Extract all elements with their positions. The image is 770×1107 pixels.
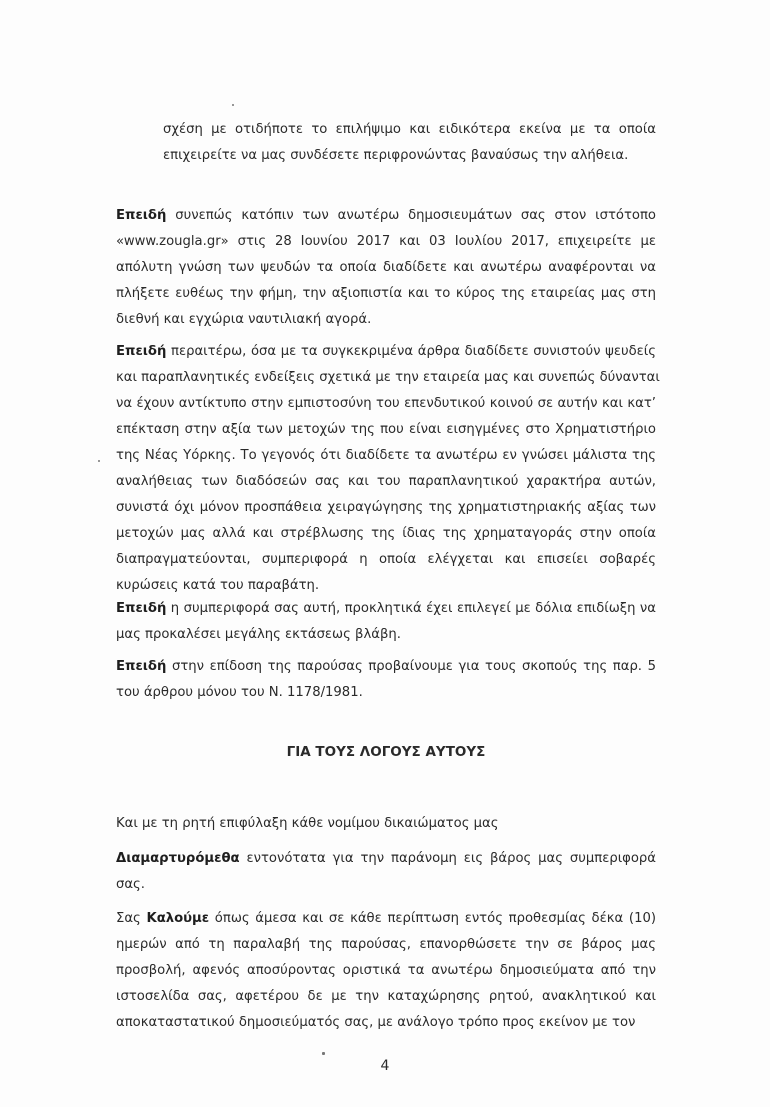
line-text: στην επίδοση της παρούσας προβαίνουμε για τους σκοπούς της παρ. 5 [166, 659, 656, 674]
line-text: αναλήθειας των διαδόσεών σας και του παραπλανητικού χαρακτήρα αυτών, [116, 474, 656, 489]
text-line [116, 872, 656, 898]
text-line [116, 846, 656, 872]
line-text: «www.zougla.gr» στις 28 Ιουνίου 2017 και 03 Ιουλίου 2017, επιχειρείτε με [116, 234, 656, 249]
line-text: πλήξετε ευθέως την φήμη, την αξιοπιστία και το κύρος της εταιρείας μας στη [116, 286, 656, 301]
scan-speck [98, 460, 100, 462]
text-line [116, 547, 656, 573]
scan-speck [232, 104, 234, 106]
lead-word: Επειδή [116, 344, 167, 359]
text-line [116, 680, 656, 706]
text-line [116, 1010, 656, 1036]
line-text: ιστοσελίδα σας, αφετέρου δε με την καταχώρησης ρητού, ανακλητικού και [116, 989, 656, 1004]
intro-paragraph [163, 117, 656, 169]
whereas-paragraph-3 [116, 596, 656, 648]
text-line [116, 417, 656, 443]
scan-speck [322, 1052, 325, 1055]
page-number: 4 [380, 1058, 390, 1074]
section-heading: ΓΙΑ ΤΟΥΣ ΛΟΓΟΥΣ ΑΥΤΟΥΣ [286, 744, 486, 760]
text-line [116, 391, 656, 417]
line-text: της Νέας Υόρκης. Το γεγονός ότι διαδίδετε τα ανωτέρω εν γνώσει μάλιστα της [116, 448, 656, 463]
line-text: ημερών από τη παραλαβή της παρούσας, επανορθώσετε την σε βάρος μας [116, 937, 656, 952]
text-line [116, 229, 656, 255]
whereas-paragraph-2 [116, 339, 660, 599]
line-text: Και με τη ρητή επιφύλαξη κάθε νομίμου δικαιώματος μας [116, 816, 499, 831]
text-line [116, 811, 656, 837]
line-text: να έχουν αντίκτυπο στην εμπιστοσύνη του επενδυτικού κοινού σε αυτήν και κατ’ [116, 396, 656, 411]
lead-word: Καλούμε [146, 911, 210, 926]
whereas-paragraph-4 [116, 654, 656, 706]
line-text: κυρώσεις κατά του παραβάτη. [116, 578, 320, 593]
line-text: εντονότατα για την παράνομη εις βάρος μας συμπεριφορά [239, 851, 656, 866]
line-text: συνεπώς κατόπιν των ανωτέρω δημοσιευμάτων σας στον ιστότοπο [166, 208, 656, 223]
text-line [116, 596, 656, 622]
lead-word: Επειδή [116, 659, 167, 674]
line-text: επέκταση στην αξία των μετοχών της που είναι εισηγμένες στο Χρηματιστήριο [116, 422, 656, 437]
text-line [163, 117, 656, 143]
line-text: και παραπλανητικές ενδείξεις σχετικά με την εταιρεία μας και συνεπώς δύνανται [116, 370, 660, 385]
whereas-paragraph-1 [116, 203, 656, 333]
line-text: προσβολή, αφενός αποσύροντας οριστικά τα ανωτέρω δημοσιεύματα από την [116, 963, 656, 978]
line-text: συνιστά όχι μόνον προσπάθεια χειραγώγησης της χρηματιστηριακής αξίας των [116, 500, 656, 515]
line-text: η συμπεριφορά σας αυτή, προκλητικά έχει επιλεγεί με δόλια επιδίωξη να [166, 601, 656, 616]
text-line [116, 654, 656, 680]
text-line [116, 443, 656, 469]
line-text: μετοχών μας αλλά και στρέβλωσης της ίδιας της χρηματαγοράς στην οποία [116, 526, 656, 541]
text-line [116, 521, 656, 547]
text-line [116, 469, 656, 495]
text-line [116, 906, 656, 932]
text-line [116, 339, 656, 365]
line-text: διαπραγματεύονται, συμπεριφορά η οποία ελέγχεται και επισείει σοβαρές [116, 552, 656, 567]
demand-paragraph [116, 906, 656, 1036]
line-text: του άρθρου μόνου του Ν. 1178/1981. [116, 685, 363, 700]
line-text: διεθνή και εγχώρια ναυτιλιακή αγορά. [116, 312, 372, 327]
line-text: μας προκαλέσει μεγάλης εκτάσεως βλάβη. [116, 627, 401, 642]
text-line [116, 365, 660, 391]
text-line [116, 984, 656, 1010]
text-line [116, 203, 656, 229]
line-text: σχέση με οτιδήποτε το επιλήψιμο και ειδικότερα εκείνα με τα οποία [163, 122, 656, 137]
text-line [116, 307, 656, 333]
text-line [116, 495, 656, 521]
text-line [116, 932, 656, 958]
line-text: αποκαταστατικού δημοσιεύματός σας, με ανάλογο τρόπο προς εκείνον με τον [116, 1015, 636, 1030]
protest-paragraph [116, 846, 656, 898]
line-text: επιχειρείτε να μας συνδέσετε περιφρονώντας βαναύσως την αλήθεια. [163, 148, 629, 163]
line-text: απόλυτη γνώση των ψευδών τα οποία διαδίδετε και ανωτέρω αναφέρονται να [116, 260, 656, 275]
line-text: περαιτέρω, όσα με τα συγκεκριμένα άρθρα διαδίδετε συνιστούν ψευδείς [166, 344, 656, 359]
lead-word: Διαμαρτυρόμεθα [116, 851, 240, 866]
text-line [163, 143, 656, 169]
text-line [116, 281, 656, 307]
lead-word: Επειδή [116, 601, 167, 616]
line-text: σας. [116, 877, 145, 892]
lead-prefix: Σας [116, 911, 147, 926]
reservation-paragraph [116, 811, 656, 837]
text-line [116, 622, 656, 648]
text-line [116, 255, 656, 281]
text-line [116, 958, 656, 984]
lead-word: Επειδή [116, 208, 167, 223]
line-text: όπως άμεσα και σε κάθε περίπτωση εντός προθεσμίας δέκα (10) [209, 911, 656, 926]
